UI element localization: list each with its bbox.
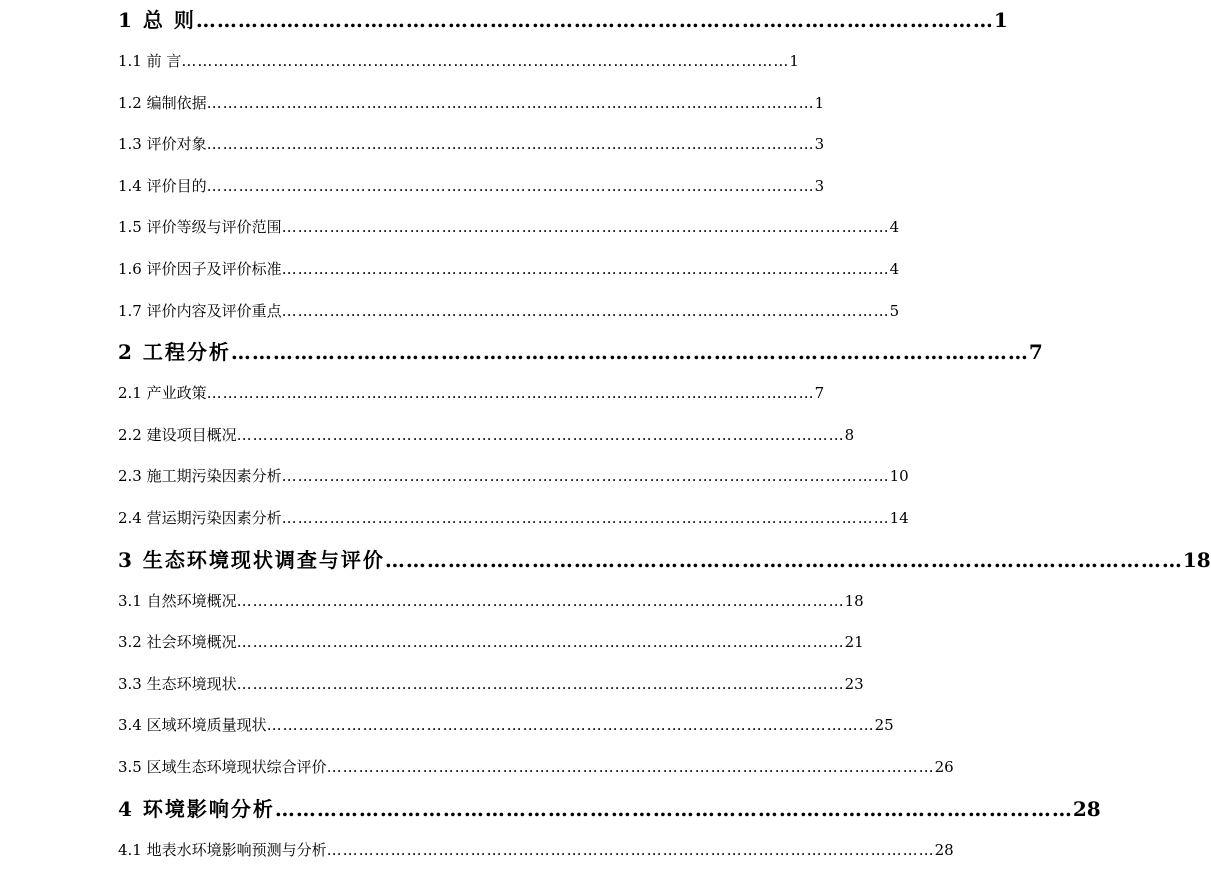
toc-section-entry[interactable] [118,83,825,125]
toc-entry-label: 1 总 则 [118,8,196,32]
toc-section-entry[interactable] [118,830,954,872]
toc-page-number: 3 [814,135,825,154]
dot-leader: …………………………………………………………………………………………………… [206,135,815,154]
toc-entry-label: 3.1 自然环境概况 [118,591,237,610]
toc-page-number: 28 [1072,796,1101,821]
toc-chapter-entry[interactable] [118,332,1043,373]
toc-page-number: 26 [934,757,954,776]
toc-entry-label: 1.7 评价内容及评价重点 [118,301,282,320]
dot-leader: …………………………………………………………………………………………………… [281,259,890,278]
toc-page-number: 18 [1182,547,1211,572]
dot-leader: …………………………………………………………………………………………………… [206,176,815,195]
dot-leader: …………………………………………………………………………………………………… [326,757,935,776]
toc-section-entry[interactable] [118,747,954,789]
toc-page-number: 1 [789,52,799,70]
toc-entry-label: 1.1 前 言 [118,52,182,70]
toc-entry-label: 2.3 施工期污染因素分析 [118,467,282,486]
dot-leader: …………………………………………………………………………………………………… [206,384,815,403]
dot-leader: …………………………………………………………………………………………………… [281,508,890,527]
dot-leader: …………………………………………………………………………………………………… [266,716,875,735]
toc-entry-label: 1.3 评价对象 [118,135,207,154]
toc-section-entry[interactable] [118,41,799,83]
dot-leader: …………………………………………………………………………………………………… [236,591,845,610]
toc-page-number: 18 [844,591,864,610]
toc-page-number: 5 [889,301,900,320]
toc-entry-label: 1.2 编制依据 [118,93,207,112]
toc-page-number: 23 [844,674,864,693]
dot-leader: …………………………………………………………………………………………………… [384,547,1183,572]
toc-chapter-entry[interactable] [118,0,1008,41]
dot-leader: …………………………………………………………………………………………………… [206,93,815,112]
toc-page-number: 4 [889,259,900,278]
toc-section-entry[interactable] [118,166,825,208]
toc-entry-label: 1.6 评价因子及评价标准 [118,259,282,278]
dot-leader: …………………………………………………………………………………………………… [236,425,845,444]
toc-entry-label: 1.4 评价目的 [118,176,207,195]
toc-page-number: 1 [993,8,1008,32]
dot-leader: …………………………………………………………………………………………………… [326,840,935,859]
toc-entry-label: 2.1 产业政策 [118,384,207,403]
toc-entry-label: 2.4 营运期污染因素分析 [118,508,282,527]
toc-page-number: 7 [814,384,825,403]
dot-leader: …………………………………………………………………………………………………… [236,674,845,693]
toc-entry-label: 4 环境影响分析 [118,796,275,821]
toc-entry-label: 3.2 社会环境概况 [118,633,237,652]
toc-section-entry[interactable] [118,622,864,664]
toc-entry-label: 3.3 生态环境现状 [118,674,237,693]
toc-entry-label: 1.5 评价等级与评价范围 [118,218,282,237]
toc-entry-label: 2 工程分析 [118,340,231,365]
toc-entry-label: 3.5 区域生态环境现状综合评价 [118,757,327,776]
dot-leader: …………………………………………………………………………………………………… [274,796,1073,821]
toc-chapter-entry[interactable] [118,540,1211,581]
dot-leader: …………………………………………………………………………………………………… [281,467,890,486]
dot-leader: …………………………………………………………………………………………………… [281,218,890,237]
toc-section-entry[interactable] [118,124,825,166]
toc-page-number: 25 [874,716,894,735]
toc-page-number: 4 [889,218,900,237]
toc-section-entry[interactable] [118,291,900,333]
dot-leader: …………………………………………………………………………………………………… [195,8,994,32]
toc-page-number: 10 [889,467,909,486]
toc-section-entry[interactable] [118,705,894,747]
toc-chapter-entry[interactable] [118,789,1101,830]
table-of-contents [118,0,1211,871]
dot-leader: …………………………………………………………………………………………………… [281,301,890,320]
toc-section-entry[interactable] [118,581,864,623]
toc-section-entry[interactable] [118,415,855,457]
toc-section-entry[interactable] [118,249,900,291]
toc-page-number: 7 [1028,340,1043,365]
toc-section-entry[interactable] [118,456,909,498]
toc-page-number: 8 [844,425,855,444]
dot-leader: …………………………………………………………………………………………………… [236,633,845,652]
toc-page-number: 21 [844,633,864,652]
toc-page-number: 1 [814,93,825,112]
toc-section-entry[interactable] [118,664,864,706]
toc-page-number: 28 [934,840,954,859]
toc-entry-label: 4.1 地表水环境影响预测与分析 [118,840,327,859]
toc-page-number: 3 [814,176,825,195]
dot-leader: …………………………………………………………………………………………………… [181,52,790,70]
toc-section-entry[interactable] [118,373,825,415]
toc-page-number: 14 [889,508,909,527]
toc-entry-label: 3.4 区域环境质量现状 [118,716,267,735]
toc-section-entry[interactable] [118,207,900,249]
toc-entry-label: 2.2 建设项目概况 [118,425,237,444]
dot-leader: …………………………………………………………………………………………………… [230,340,1029,365]
toc-section-entry[interactable] [118,498,909,540]
toc-entry-label: 3 生态环境现状调查与评价 [118,547,385,572]
